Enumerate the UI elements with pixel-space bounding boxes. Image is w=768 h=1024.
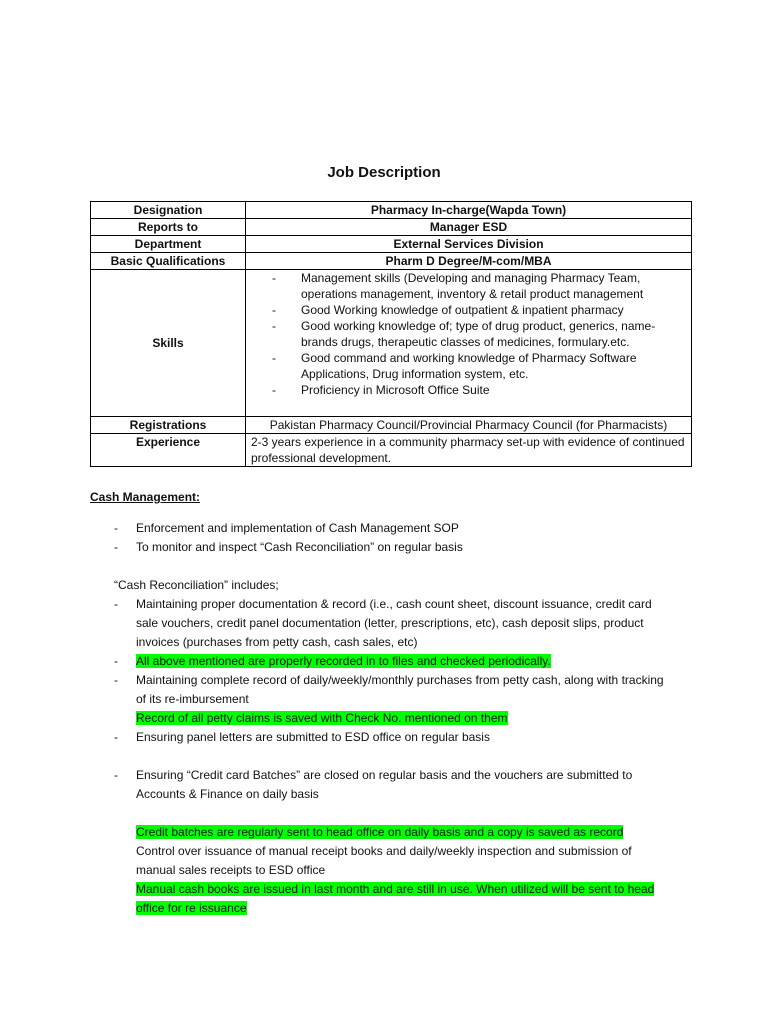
bullet-text: Ensuring panel letters are submitted to ESD office on regular basis (136, 730, 490, 744)
document-title: Job Description (327, 164, 441, 181)
bullet-dash: - (114, 730, 118, 744)
credit-card-section (114, 766, 674, 804)
table-row-experience (91, 434, 692, 467)
list-item: - Management skills (Developing and managing Pharmacy Team, operations management, inventory & retail product management (272, 270, 686, 302)
note-text: Control over issuance of manual receipt books and daily/weekly inspection and submission of manual sales receipts to ESD office (136, 844, 632, 877)
row-value: Manager ESD (246, 219, 692, 236)
bullet-dash: - (114, 768, 118, 782)
list-item: - Good Working knowledge of outpatient & inpatient pharmacy (272, 302, 686, 318)
note-line (114, 709, 674, 728)
reconciliation-intro: “Cash Reconciliation” includes; (114, 578, 279, 592)
row-label: Basic Qualifications (91, 253, 246, 270)
bullet-dash: - (114, 597, 118, 611)
bullet-dash: - (114, 654, 118, 668)
list-item (114, 728, 674, 747)
row-value: Pharm D Degree/M-com/MBA (246, 253, 692, 270)
list-item: - Good working knowledge of; type of drug product, generics, name-brands drugs, therapeutic classes of medicines, formulary.etc. (272, 318, 686, 350)
list-item (114, 766, 674, 804)
list-item (114, 671, 674, 709)
bullet-dash: - (114, 540, 118, 554)
bullet-text: To monitor and inspect “Cash Reconciliation” on regular basis (136, 540, 463, 554)
note-line (114, 880, 674, 899)
highlighted-note: Credit batches are regularly sent to head office on daily basis and a copy is saved as record (136, 825, 624, 839)
highlighted-note: All above mentioned are properly recorded in to files and checked periodically. (136, 654, 551, 668)
section-heading: Cash Management: (90, 490, 201, 504)
highlighted-note: Record of all petty claims is saved with Check No. mentioned on them (136, 711, 508, 725)
table-row-designation (91, 202, 692, 219)
job-description-table (90, 201, 692, 467)
highlighted-note: Manual cash books are issued in last month and are still in use. When utilized will be sent to head (136, 882, 655, 896)
notes-block (114, 823, 674, 918)
highlighted-note: office for re issuance (136, 901, 247, 915)
reconciliation-items (114, 595, 674, 747)
skills-list-cell (246, 270, 692, 417)
list-item (114, 538, 674, 557)
bullet-text: Maintaining complete record of daily/weekly/monthly purchases from petty cash, along with tracking of its re-imbursement (136, 673, 664, 706)
bullet-text: Enforcement and implementation of Cash Management SOP (136, 521, 459, 535)
row-value: Pakistan Pharmacy Council/Provincial Pharmacy Council (for Pharmacists) (246, 417, 692, 434)
list-item: - Proficiency in Microsoft Office Suite (272, 382, 686, 398)
table-row-qualifications (91, 253, 692, 270)
bullet-text: Ensuring “Credit card Batches” are closed on regular basis and the vouchers are submitted to Accounts & Finance on daily basis (136, 768, 633, 801)
list-item (114, 595, 674, 652)
list-item (114, 652, 674, 671)
note-line (114, 842, 674, 880)
row-label: Experience (91, 434, 246, 467)
list-item: - Good command and working knowledge of Pharmacy Software Applications, Drug information system, etc. (272, 350, 686, 382)
note-line (114, 823, 674, 842)
row-value: 2-3 years experience in a community pharmacy set-up with evidence of continued professional development. (246, 434, 692, 467)
table-row-skills (91, 270, 692, 417)
row-label: Reports to (91, 219, 246, 236)
row-value: Pharmacy In-charge(Wapda Town) (246, 202, 692, 219)
row-label: Department (91, 236, 246, 253)
cash-management-bullets (114, 519, 674, 557)
bullet-dash: - (114, 673, 118, 687)
table-row-department (91, 236, 692, 253)
bullet-dash: - (114, 521, 118, 535)
row-label: Registrations (91, 417, 246, 434)
row-label: Designation (91, 202, 246, 219)
table-row-reports-to (91, 219, 692, 236)
table-row-registrations (91, 417, 692, 434)
row-value: External Services Division (246, 236, 692, 253)
bullet-text: Maintaining proper documentation & record (i.e., cash count sheet, discount issuance, credit card sale vouchers, credit panel documentation (letter, prescriptions, etc), cash deposit slips, product invoices (purchases from petty cash, cash sales, etc) (136, 597, 652, 649)
row-label: Skills (91, 270, 246, 417)
note-line (114, 899, 674, 918)
list-item (114, 519, 674, 538)
skills-list (251, 270, 686, 398)
